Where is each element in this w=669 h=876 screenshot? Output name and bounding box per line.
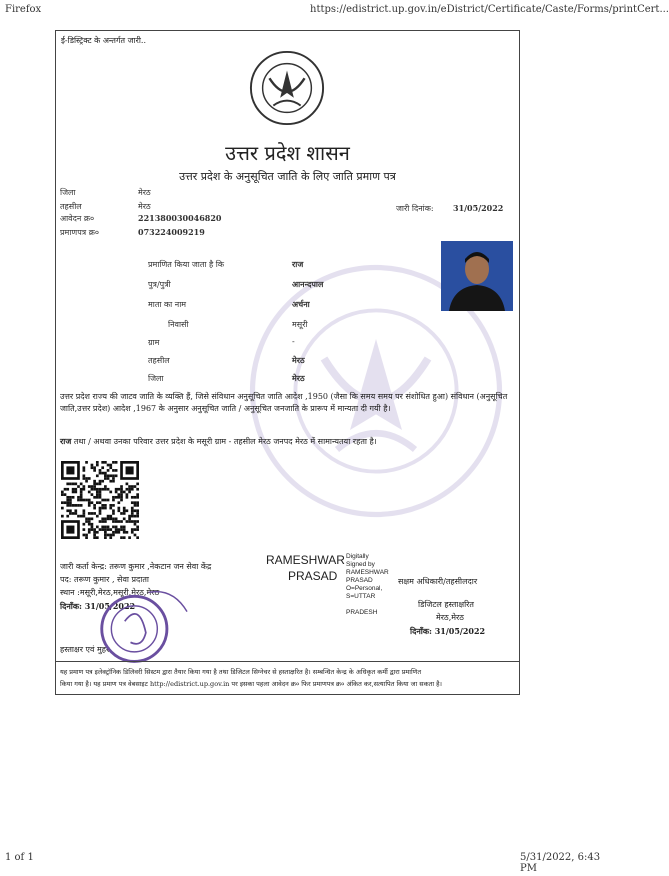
footer-line-1: यह प्रमाण पत्र इलेक्ट्रॉनिक डिलिवरी सिस्टम द्वारा तैयार किया गया है तथा डिजिटल सिग्नेचर से हस्ताक्षरित है। सम्बन्धित केन्द्र के अधिकृत कर्मी द्वारा प्रमाणित xyxy=(60,668,422,676)
qr-code-icon xyxy=(61,461,139,539)
detail-value-1: आनन्दपाल xyxy=(292,279,324,289)
certificate-subtitle: उत्तर प्रदेश के अनुसूचित जाति के लिए जाति प्रमाण पत्र xyxy=(179,170,396,183)
certificate-number-value: 073224009219 xyxy=(138,227,205,237)
residence-text: तथा / अथवा उनका परिवार उत्तर प्रदेश के मसूरी ग्राम - तहसील मेरठ जनपद मेरठ में सामान्यतया रहता है। xyxy=(71,437,377,446)
issuer-post: पद: तरूण कुमार , सेवा प्रदाता xyxy=(60,575,150,584)
digital-sig-line: PRADESH xyxy=(346,609,378,616)
print-datetime: 5/31/2022, 6:43 PM xyxy=(520,852,601,874)
district-value: मेरठ xyxy=(138,188,151,197)
issuer-date-value: 31/05/2022 xyxy=(84,601,136,611)
issue-date-label: जारी दिनांक: xyxy=(396,204,434,213)
detail-value-6: मेरठ xyxy=(292,373,305,383)
tehsil-label: तहसील xyxy=(60,202,82,211)
detail-label-4: ग्राम xyxy=(148,338,160,347)
page-url: https://edistrict.up.gov.in/eDistrict/Certificate/Caste/Forms/printCert... xyxy=(310,4,669,15)
detail-label-1: पुत्र/पुत्री xyxy=(148,280,171,289)
authority-date-label: दिनाँक: xyxy=(410,626,432,636)
top-note: ई-डिस्ट्रिक्ट के अन्तर्गत जारी.. xyxy=(61,36,147,45)
detail-label-5: तहसील xyxy=(148,356,170,365)
detail-value-4: - xyxy=(292,337,295,346)
detail-value-3: मसूरी xyxy=(292,320,308,329)
official-seal-icon xyxy=(96,581,211,671)
application-value: 221380030046820 xyxy=(138,213,222,223)
issuer-place: स्थान :मसूरी,मेरठ,मसूरी,मेरठ,मेरठ xyxy=(60,588,160,597)
applicant-photo xyxy=(441,241,513,311)
certificate-frame xyxy=(55,30,520,695)
detail-label-0: प्रमाणित किया जाता है कि xyxy=(148,260,225,269)
digital-sig-line: S=UTTAR xyxy=(346,593,376,600)
digital-sig-line: Signed by xyxy=(346,561,375,568)
issuer-centre: जारी कर्ता केन्द्र: तरूण कुमार ,नेकटान जन सेवा केंद्र xyxy=(60,562,212,571)
residence-paragraph xyxy=(60,435,515,448)
up-emblem-icon xyxy=(248,49,326,127)
digital-sig-line: RAMESHWAR xyxy=(346,569,389,576)
detail-value-5: मेरठ xyxy=(292,355,305,365)
authority-date xyxy=(410,625,485,637)
issuer-date-label: दिनाँक: xyxy=(60,601,82,611)
authority-date-value: 31/05/2022 xyxy=(434,626,486,636)
sign-name-2: PRASAD xyxy=(288,569,338,583)
person-photo-icon xyxy=(441,241,513,311)
digital-signature-details xyxy=(346,553,389,617)
browser-name: Firefox xyxy=(5,4,42,15)
signature-stamp-label: हस्ताक्षर एवं मुहर xyxy=(60,645,110,654)
district-label: जिला xyxy=(60,188,76,197)
footer-line-2: किया गया है। यह प्रमाण पत्र वेबसाइट http://edistrict.up.gov.in पर इसका पहला आवेदन क्र० फिर प्रमाणपत्र क्र० अंकित कर,सत्यापित किया जा सकता है। xyxy=(60,680,442,688)
page-count: 1 of 1 xyxy=(5,852,34,863)
certificate-title: उत्तर प्रदेश शासन xyxy=(225,141,350,165)
certificate-number-label: प्रमाणपत्र क्र० xyxy=(60,228,99,237)
issue-date-value: 31/05/2022 xyxy=(453,203,504,213)
detail-value-2: अर्चना xyxy=(292,299,310,309)
detail-label-3: निवासी xyxy=(168,320,189,329)
tehsil-value: मेरठ xyxy=(138,202,151,211)
sign-name-1: RAMESHWAR xyxy=(266,553,345,567)
detail-label-2: माता का नाम xyxy=(148,300,187,309)
digital-sig-line: O=Personal, xyxy=(346,585,383,592)
authority-label: सक्षम अधिकारी/तहसीलदार xyxy=(398,577,478,586)
residence-name: राज xyxy=(60,436,72,446)
authority-place: मेरठ,मेरठ xyxy=(436,613,464,622)
footer-divider xyxy=(56,661,519,662)
detail-value-0: राज xyxy=(292,259,304,269)
application-label: आवेदन क्र० xyxy=(60,214,95,223)
detail-label-6: जिला xyxy=(148,374,164,383)
digital-sig-line: PRASAD xyxy=(346,577,373,584)
caste-paragraph: उत्तर प्रदेश राज्य की जाटव जाति के व्यक्ति हैं, जिसे संविधान अनुसूचित जाति आदेश ,1950 (जैसा कि समय समय पर संशोधित हुआ) संविधान (अनुसूचित जाति,उत्तर प्रदेश) आदेश ,1967 के अनुसार अनुसूचित जाति / अनुसूचित जनजाति के प्रारूप में मान्यता दी गयी है। xyxy=(60,392,508,413)
digital-sig-spacer xyxy=(346,601,389,609)
digitally-signed-label: डिजिटल हस्ताक्षरित xyxy=(418,600,474,609)
digital-sig-line: Digitally xyxy=(346,553,369,560)
